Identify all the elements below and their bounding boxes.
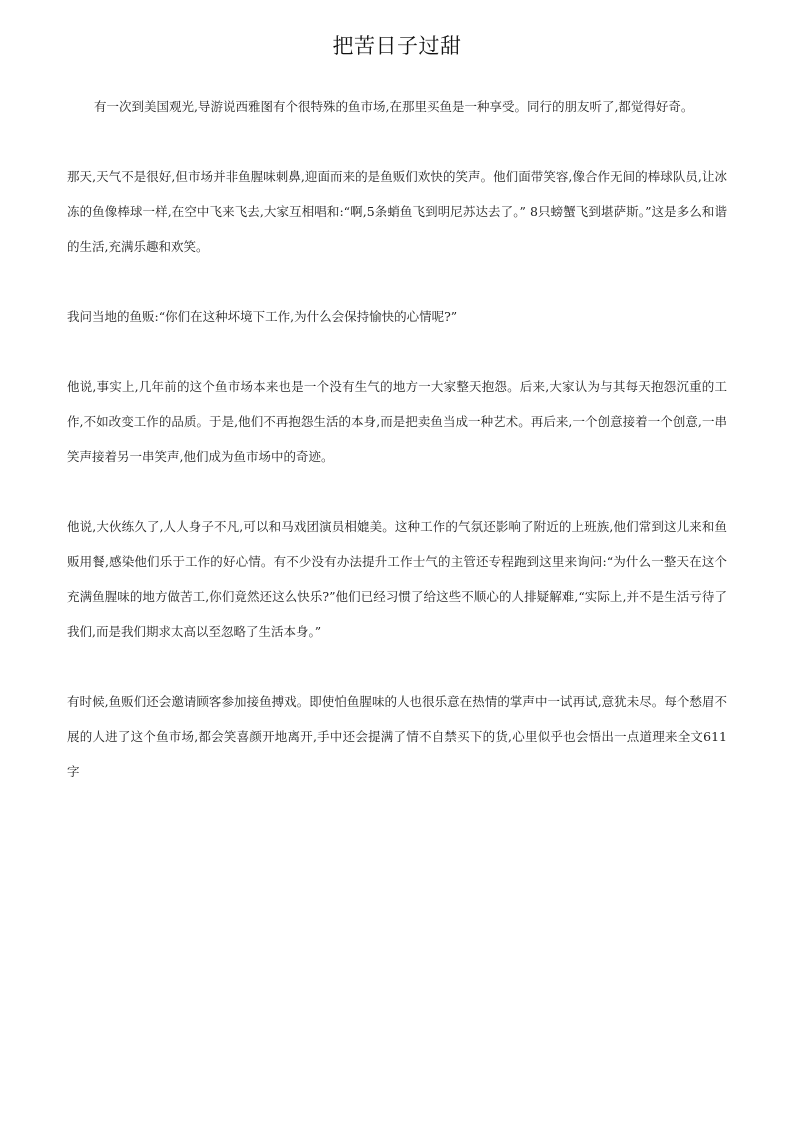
paragraph-gap <box>67 264 727 299</box>
paragraph-history: 他说,事实上,几年前的这个鱼市场本来也是一个没有生气的地方一大家整天抱怨。后来,大家认为与其每天抱怨沉重的工作,不如改变工作的品质。于是,他们不再抱怨生活的本身,而是把卖鱼当成一种艺术。再后来,一个创意接着一个创意,一串笑声接着另一串笑声,他们成为鱼市场中的奇迹。 <box>67 379 727 464</box>
document-title: 把苦日子过甜 <box>332 34 462 58</box>
paragraph-gap <box>67 334 727 369</box>
document-body <box>67 89 727 789</box>
paragraph-conclusion: 有时候,鱼贩们还会邀请顾客参加接鱼搏戏。即使怕鱼腥味的人也很乐意在热情的掌声中一试再试,意犹未尽。每个愁眉不展的人进了这个鱼市场,都会笑喜颜开地离开,手中还会提满了情不自禁买下的货,心里似乎也会悟出一点道理来全文611字 <box>67 694 727 779</box>
paragraph-market-scene: 那天,天气不是很好,但市场并非鱼腥味刺鼻,迎面而来的是鱼贩们欢快的笑声。他们面带笑容,像合作无间的棒球队员,让冰冻的鱼像棒球一样,在空中飞来飞去,大家互相唱和:“啊,5条蛸鱼飞到明尼苏达去了。” 8只螃蟹飞到堪萨斯。”这是多么和谐的生活,充满乐趣和欢笑。 <box>67 169 727 254</box>
paragraph-question: 我问当地的鱼贩:“你们在这种坏境下工作,为什么会保持愉快的心情呢?” <box>67 309 458 324</box>
paragraph-gap <box>67 649 727 684</box>
paragraph-intro: 有一次到美国观光,导游说西雅图有个很特殊的鱼市场,在那里买鱼是一种享受。同行的朋友听了,都觉得好奇。 <box>94 99 694 114</box>
paragraph-gap <box>67 474 727 509</box>
paragraph-influence: 他说,大伙练久了,人人身子不凡,可以和马戏团演员相媲美。这种工作的气氛还影响了附近的上班族,他们常到这儿来和鱼贩用餐,感染他们乐于工作的好心情。有不少没有办法提升工作士气的主管还专程跑到这里来询问:“为什么一整天在这个充满鱼腥味的地方做苦工,你们竟然还这么快乐?”他们已经习惯了给这些不顺心的人排疑解难,“实际上,并不是生活亏待了我们,而是我们期求太高以至忽略了生活本身。” <box>67 519 727 639</box>
paragraph-gap <box>67 124 727 159</box>
